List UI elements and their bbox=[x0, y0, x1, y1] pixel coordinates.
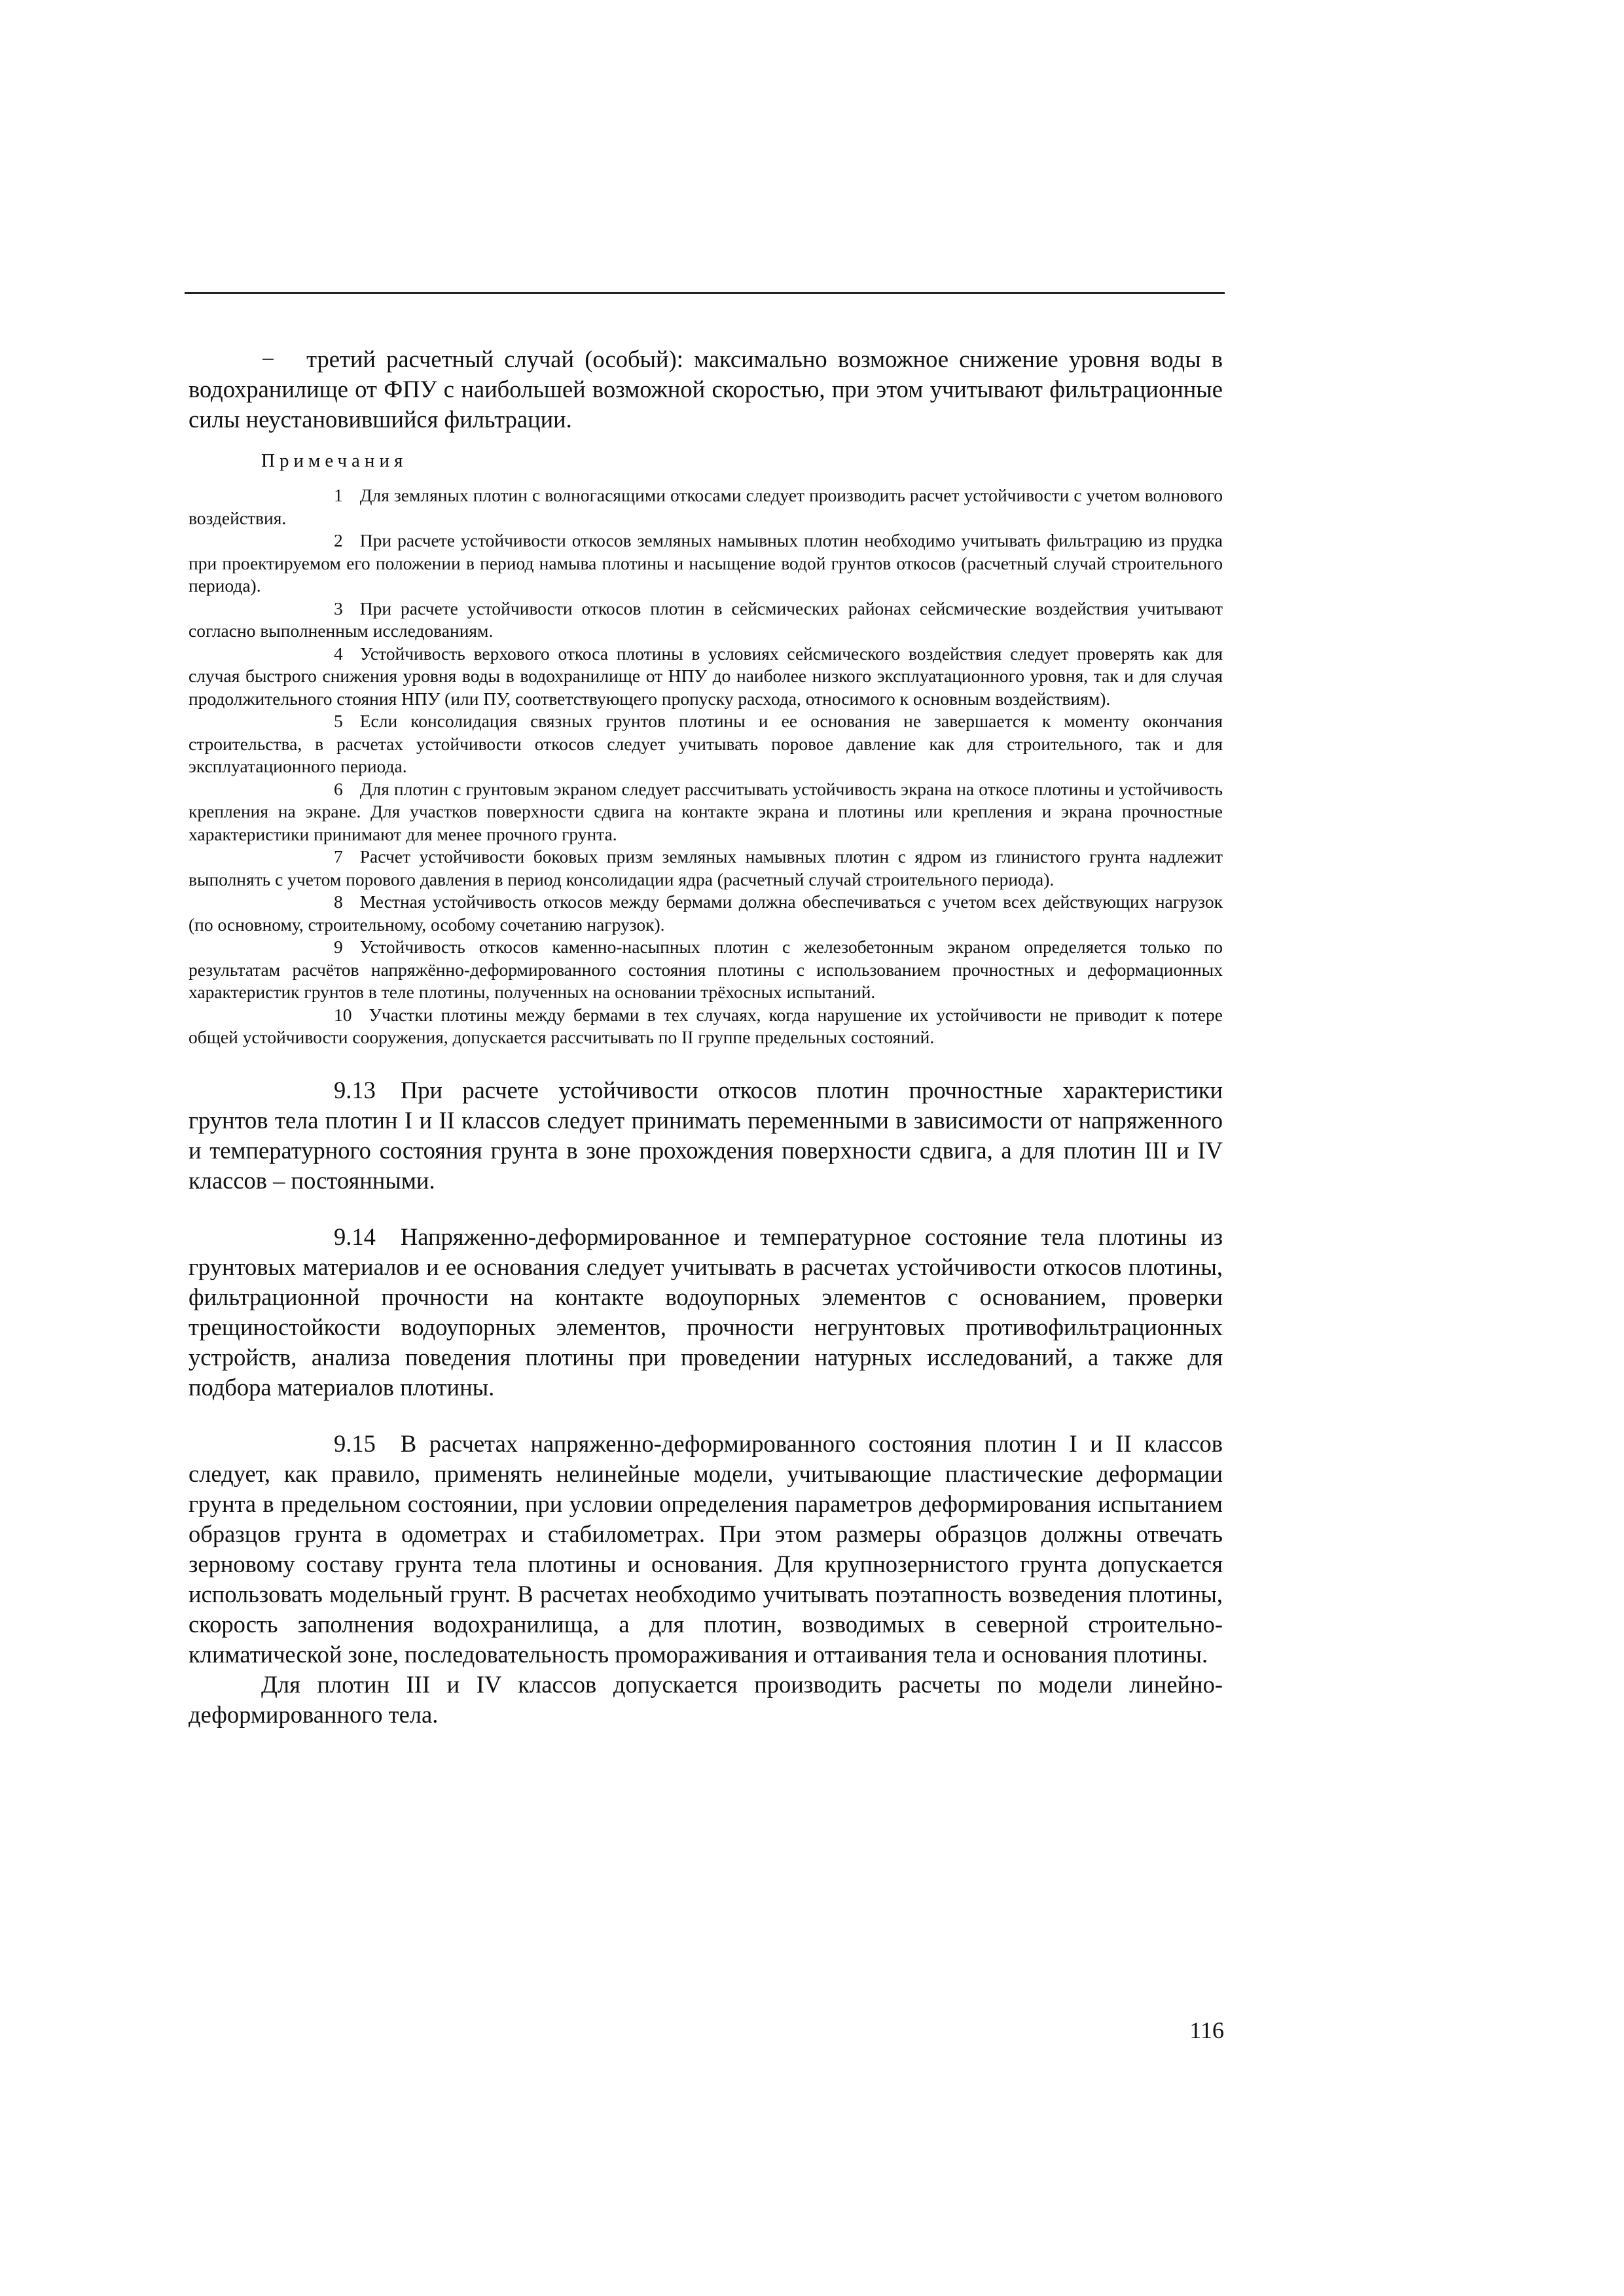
note-number: 8 bbox=[334, 891, 343, 912]
section-9-15 bbox=[189, 1429, 1223, 1730]
note-item bbox=[189, 710, 1223, 778]
note-item bbox=[189, 643, 1223, 711]
intro-text: третий расчетный случай (особый): максимально возможное снижение уровня воды в водохранилище от ФПУ с наибольшей возможной скоростью, при этом учитывают фильтрационные силы неустановившийся фильтрации. bbox=[189, 346, 1223, 433]
section-number: 9.13 bbox=[334, 1076, 376, 1103]
note-item bbox=[189, 484, 1223, 529]
section-9-14 bbox=[189, 1222, 1223, 1403]
note-text: Для земляных плотин с волногасящими откосами следует производить расчет устойчивости с учетом волнового воздействия. bbox=[189, 485, 1223, 528]
note-item bbox=[189, 778, 1223, 846]
note-text: При расчете устойчивости откосов земляных намывных плотин необходимо учитывать фильтрацию из прудка при проектируемом его положении в период намыва плотины и насыщение водой грунтов откосов (расчетный случай строительного периода). bbox=[189, 530, 1223, 596]
note-number: 6 bbox=[334, 778, 343, 799]
note-number: 2 bbox=[334, 530, 343, 550]
notes-title: Примечания bbox=[261, 450, 408, 471]
note-text: Расчет устойчивости боковых призм земляных намывных плотин с ядром из глинистого грунта надлежит выполнять с учетом порового давления в период консолидации ядра (расчетный случай строительного периода). bbox=[189, 846, 1223, 889]
note-text: При расчете устойчивости откосов плотин в сейсмических районах сейсмические воздействия учитывают согласно выполненным исследованиям. bbox=[189, 598, 1223, 641]
note-number: 1 bbox=[334, 485, 343, 505]
note-text: Местная устойчивость откосов между бермами должна обеспечиваться с учетом всех действующих нагрузок (по основному, строительному, особому сочетанию нагрузок). bbox=[189, 891, 1223, 935]
note-number: 10 bbox=[334, 1004, 352, 1025]
note-number: 9 bbox=[334, 937, 343, 957]
page-number: 116 bbox=[1189, 2017, 1224, 2043]
note-item bbox=[189, 936, 1223, 1004]
header-rule bbox=[185, 292, 1225, 294]
document-body bbox=[189, 344, 1223, 1730]
note-item bbox=[189, 598, 1223, 643]
section-extra-paragraph: Для плотин III и IV классов допускается производить расчеты по модели линейно-деформированного тела. bbox=[189, 1670, 1223, 1728]
note-text: Для плотин с грунтовым экраном следует рассчитывать устойчивость экрана на откосе плотины и устойчивость крепления на экране. Для участков поверхности сдвига на контакте экрана и плотины или крепления и экрана прочностные характеристики принимают для менее прочного грунта. bbox=[189, 778, 1223, 844]
note-text: Участки плотины между бермами в тех случаях, когда нарушение их устойчивости не приводит к потере общей устойчивости сооружения, допускается рассчитывать по II группе предельных состояний. bbox=[189, 1004, 1223, 1047]
note-item bbox=[189, 891, 1223, 936]
note-text: Устойчивость откосов каменно-насыпных плотин с железобетонным экраном определяется только по результатам расчётов напряжённо-деформированного состояния плотины с использованием прочностных и деформационных характеристик грунтов в теле плотины, полученных на основании трёхосных испытаний. bbox=[189, 937, 1223, 1002]
note-number: 3 bbox=[334, 598, 343, 619]
section-text: В расчетах напряженно-деформированного состояния плотин I и II классов следует, как правило, применять нелинейные модели, учитывающие пластические деформации грунта в предельном состоянии, при условии определения параметров деформирования испытанием образцов грунта в одометрах и стабилометрах. При этом размеры образцов должны отвечать зерновому составу грунта тела плотины и основания. Для крупнозернистого грунта допускается использовать модельный грунт. В расчетах необходимо учитывать поэтапность возведения плотины, скорость заполнения водохранилища, а для плотин, возводимых в северной строительно-климатической зоне, последовательность промораживания и оттаивания тела и основания плотины. bbox=[189, 1429, 1223, 1668]
notes-list bbox=[189, 484, 1223, 1049]
section-paragraph bbox=[189, 1222, 1223, 1403]
note-number: 4 bbox=[334, 643, 343, 664]
section-paragraph bbox=[189, 1429, 1223, 1670]
list-dash: − bbox=[261, 346, 275, 372]
note-text: Устойчивость верхового откоса плотины в условиях сейсмического воздействия следует проверять как для случая быстрого снижения уровня воды в водохранилище от НПУ до наиболее низкого эксплуатационного уровня, так и для случая продолжительного стояния НПУ (или ПУ, соответствующего пропуску расхода, относимого к основным воздействиям). bbox=[189, 643, 1223, 709]
section-text: Напряженно-деформированное и температурное состояние тела плотины из грунтовых материалов и ее основания следует учитывать в расчетах устойчивости откосов плотины, фильтрационной прочности на контакте водоупорных элементов с основанием, проверки трещиностойкости водоупорных элементов, прочности негрунтовых противофильтрационных устройств, анализа поведения плотины при проведении натурных исследований, а также для подбора материалов плотины. bbox=[189, 1223, 1223, 1401]
section-number: 9.15 bbox=[334, 1429, 376, 1457]
note-number: 7 bbox=[334, 846, 343, 867]
section-text: При расчете устойчивости откосов плотин прочностные характеристики грунтов тела плотин I и II классов следует принимать переменными в зависимости от напряженного и температурного состояния грунта в зоне прохождения поверхности сдвига, а для плотин III и IV классов – постоянными. bbox=[189, 1076, 1223, 1194]
note-text: Если консолидация связных грунтов плотины и ее основания не завершается к моменту окончания строительства, в расчетах устойчивости откосов следует учитывать поровое давление как для строительного, так и для эксплуатационного периода. bbox=[189, 711, 1223, 776]
note-item bbox=[189, 529, 1223, 598]
intro-paragraph bbox=[189, 344, 1223, 435]
note-item bbox=[189, 1004, 1223, 1049]
section-9-13 bbox=[189, 1075, 1223, 1196]
note-item bbox=[189, 846, 1223, 891]
section-number: 9.14 bbox=[334, 1223, 376, 1250]
note-number: 5 bbox=[334, 711, 343, 731]
section-paragraph bbox=[189, 1075, 1223, 1196]
